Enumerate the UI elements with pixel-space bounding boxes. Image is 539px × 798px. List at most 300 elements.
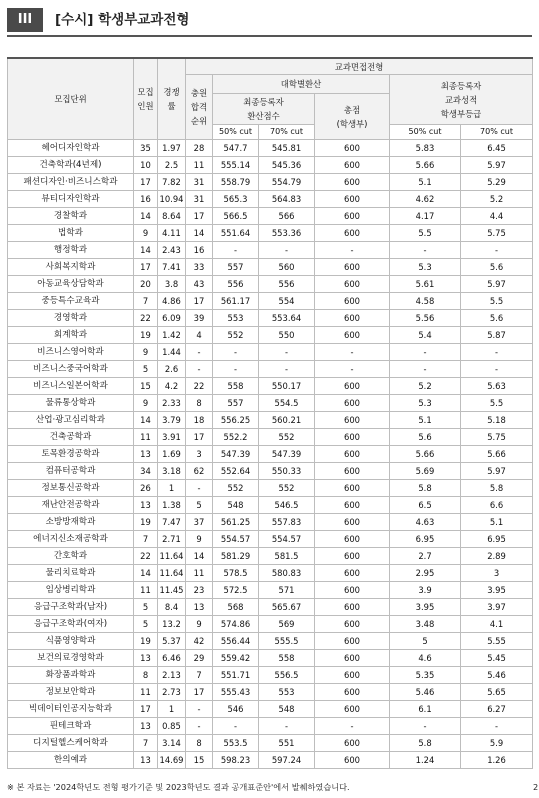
cell-grade-50cut: 5	[390, 633, 461, 650]
table-row	[8, 582, 533, 599]
cell-conv-50cut: 551.71	[213, 667, 259, 684]
cell-total: 600	[315, 463, 390, 480]
cell-recruit: 14	[134, 412, 158, 429]
cell-extra: 43	[186, 276, 213, 293]
cell-conv-50cut: 556.25	[213, 412, 259, 429]
cell-grade-70cut: 5.9	[461, 735, 533, 752]
table-row	[8, 480, 533, 497]
cell-unit: 빅데이터인공지능학과	[8, 701, 134, 718]
cell-grade-70cut: 6.95	[461, 531, 533, 548]
cell-rate: 8.4	[158, 599, 186, 616]
table-row	[8, 633, 533, 650]
cell-unit: 토목환경공학과	[8, 446, 134, 463]
cell-grade-50cut: 5.8	[390, 735, 461, 752]
cell-grade-50cut: 6.5	[390, 497, 461, 514]
cell-total: 600	[315, 378, 390, 395]
cell-conv-70cut: 558	[259, 650, 315, 667]
cell-grade-70cut: 5.45	[461, 650, 533, 667]
cell-rate: 2.33	[158, 395, 186, 412]
cell-rate: 2.6	[158, 361, 186, 378]
cell-recruit: 13	[134, 752, 158, 769]
cell-conv-50cut: 556.44	[213, 633, 259, 650]
cell-total: 600	[315, 480, 390, 497]
cell-recruit: 14	[134, 242, 158, 259]
cell-grade-70cut: 6.27	[461, 701, 533, 718]
table-row	[8, 650, 533, 667]
cell-grade-70cut: -	[461, 718, 533, 735]
cell-grade-70cut: 5.97	[461, 157, 533, 174]
cell-rate: 2.73	[158, 684, 186, 701]
cell-total: 600	[315, 684, 390, 701]
cell-extra: 37	[186, 514, 213, 531]
cell-rate: 3.91	[158, 429, 186, 446]
cell-conv-70cut: 550	[259, 327, 315, 344]
cell-conv-70cut: 551	[259, 735, 315, 752]
cell-rate: 2.5	[158, 157, 186, 174]
cell-unit: 비즈니스영어학과	[8, 344, 134, 361]
cell-grade-70cut: 4.1	[461, 616, 533, 633]
cell-rate: 6.09	[158, 310, 186, 327]
cell-conv-50cut: 598.23	[213, 752, 259, 769]
cell-recruit: 17	[134, 259, 158, 276]
cell-total: 600	[315, 565, 390, 582]
cell-grade-70cut: 3.97	[461, 599, 533, 616]
cell-grade-50cut: 4.6	[390, 650, 461, 667]
cell-total: 600	[315, 293, 390, 310]
cell-extra: 29	[186, 650, 213, 667]
cell-recruit: 26	[134, 480, 158, 497]
header-conv-50cut: 50% cut	[213, 125, 259, 140]
table-row	[8, 565, 533, 582]
cell-total: 600	[315, 752, 390, 769]
cell-extra: 14	[186, 225, 213, 242]
cell-rate: 11.64	[158, 565, 186, 582]
cell-grade-50cut: -	[390, 361, 461, 378]
table-row	[8, 718, 533, 735]
cell-grade-70cut: 5.97	[461, 276, 533, 293]
cell-grade-50cut: -	[390, 718, 461, 735]
cell-grade-50cut: 5.2	[390, 378, 461, 395]
cell-recruit: 19	[134, 633, 158, 650]
cell-extra: 8	[186, 395, 213, 412]
cell-extra: -	[186, 480, 213, 497]
cell-conv-70cut: 557.83	[259, 514, 315, 531]
cell-conv-70cut: 565.67	[259, 599, 315, 616]
cell-total: -	[315, 361, 390, 378]
cell-rate: 1	[158, 480, 186, 497]
cell-grade-50cut: 3.48	[390, 616, 461, 633]
cell-extra: 9	[186, 616, 213, 633]
cell-grade-50cut: 5.46	[390, 684, 461, 701]
cell-conv-70cut: 553	[259, 684, 315, 701]
header-recruit: 모집 인원	[134, 58, 158, 140]
cell-unit: 행정학과	[8, 242, 134, 259]
cell-total: 600	[315, 191, 390, 208]
cell-recruit: 7	[134, 735, 158, 752]
cell-conv-50cut: -	[213, 718, 259, 735]
cell-total: 600	[315, 582, 390, 599]
cell-extra: 31	[186, 191, 213, 208]
cell-recruit: 13	[134, 497, 158, 514]
cell-conv-50cut: 553.5	[213, 735, 259, 752]
cell-conv-50cut: 548	[213, 497, 259, 514]
cell-grade-50cut: 6.95	[390, 531, 461, 548]
cell-recruit: 11	[134, 582, 158, 599]
cell-conv-70cut: -	[259, 344, 315, 361]
cell-conv-70cut: 560	[259, 259, 315, 276]
cell-extra: 3	[186, 446, 213, 463]
table-row	[8, 531, 533, 548]
cell-unit: 사회복지학과	[8, 259, 134, 276]
cell-grade-50cut: 5.6	[390, 429, 461, 446]
table-row	[8, 242, 533, 259]
cell-recruit: 9	[134, 395, 158, 412]
cell-conv-70cut: 555.5	[259, 633, 315, 650]
cell-grade-50cut: 5.69	[390, 463, 461, 480]
cell-recruit: 10	[134, 157, 158, 174]
cell-rate: 3.8	[158, 276, 186, 293]
cell-grade-50cut: 6.1	[390, 701, 461, 718]
cell-extra: -	[186, 361, 213, 378]
admission-results-table	[7, 57, 533, 769]
cell-grade-70cut: 5.97	[461, 463, 533, 480]
cell-recruit: 17	[134, 701, 158, 718]
cell-grade-50cut: 5.83	[390, 140, 461, 157]
cell-total: 600	[315, 616, 390, 633]
cell-extra: -	[186, 344, 213, 361]
cell-extra: 31	[186, 174, 213, 191]
table-row	[8, 276, 533, 293]
cell-rate: 1.44	[158, 344, 186, 361]
section-header	[7, 8, 532, 32]
cell-grade-50cut: 5.3	[390, 259, 461, 276]
table-row	[8, 684, 533, 701]
header-group: 교과면접전형	[186, 58, 533, 75]
cell-unit: 에너지신소재공학과	[8, 531, 134, 548]
table-row	[8, 344, 533, 361]
cell-conv-50cut: 561.17	[213, 293, 259, 310]
table-row	[8, 599, 533, 616]
cell-recruit: 9	[134, 225, 158, 242]
cell-conv-50cut: 574.86	[213, 616, 259, 633]
cell-unit: 화장품과학과	[8, 667, 134, 684]
cell-conv-70cut: 566	[259, 208, 315, 225]
cell-unit: 물리치료학과	[8, 565, 134, 582]
cell-recruit: 34	[134, 463, 158, 480]
table-row	[8, 208, 533, 225]
cell-unit: 식품영양학과	[8, 633, 134, 650]
cell-conv-70cut: 581.5	[259, 548, 315, 565]
page-number: 2	[533, 782, 539, 792]
table-row	[8, 191, 533, 208]
cell-unit: 보건의료경영학과	[8, 650, 134, 667]
cell-grade-70cut: 3	[461, 565, 533, 582]
cell-extra: 33	[186, 259, 213, 276]
cell-rate: 4.86	[158, 293, 186, 310]
cell-total: 600	[315, 667, 390, 684]
cell-rate: 10.94	[158, 191, 186, 208]
cell-extra: 17	[186, 208, 213, 225]
cell-recruit: 20	[134, 276, 158, 293]
cell-grade-70cut: 6.6	[461, 497, 533, 514]
cell-rate: 6.46	[158, 650, 186, 667]
header-rate: 경쟁 률	[158, 58, 186, 140]
cell-grade-50cut: 5.1	[390, 412, 461, 429]
cell-conv-70cut: -	[259, 718, 315, 735]
cell-total: -	[315, 242, 390, 259]
cell-extra: 14	[186, 548, 213, 565]
cell-grade-70cut: 5.5	[461, 395, 533, 412]
cell-conv-50cut: 566.5	[213, 208, 259, 225]
cell-grade-70cut: 4.4	[461, 208, 533, 225]
table-row	[8, 293, 533, 310]
cell-conv-50cut: 555.14	[213, 157, 259, 174]
cell-conv-70cut: 554.57	[259, 531, 315, 548]
cell-conv-50cut: 557	[213, 259, 259, 276]
cell-total: 600	[315, 208, 390, 225]
cell-unit: 간호학과	[8, 548, 134, 565]
cell-unit: 소방방재학과	[8, 514, 134, 531]
table-row	[8, 497, 533, 514]
cell-grade-50cut: 3.9	[390, 582, 461, 599]
cell-conv-50cut: 547.39	[213, 446, 259, 463]
cell-extra: 17	[186, 684, 213, 701]
cell-conv-70cut: 546.5	[259, 497, 315, 514]
cell-grade-70cut: 5.18	[461, 412, 533, 429]
cell-extra: 13	[186, 599, 213, 616]
section-title: [수시] 학생부교과전형	[55, 12, 190, 28]
table-row	[8, 259, 533, 276]
cell-rate: 3.18	[158, 463, 186, 480]
cell-rate: 1.42	[158, 327, 186, 344]
cell-grade-70cut: 5.1	[461, 514, 533, 531]
cell-extra: -	[186, 701, 213, 718]
cell-extra: 28	[186, 140, 213, 157]
cell-unit: 임상병리학과	[8, 582, 134, 599]
cell-grade-70cut: 5.46	[461, 667, 533, 684]
cell-rate: 11.64	[158, 548, 186, 565]
table-row	[8, 157, 533, 174]
cell-unit: 물류통상학과	[8, 395, 134, 412]
cell-conv-50cut: -	[213, 344, 259, 361]
cell-conv-50cut: 552	[213, 480, 259, 497]
cell-conv-70cut: 569	[259, 616, 315, 633]
cell-extra: 39	[186, 310, 213, 327]
header-final-conv: 최종등록자 환산점수	[213, 94, 315, 125]
table-row	[8, 667, 533, 684]
cell-conv-70cut: 550.17	[259, 378, 315, 395]
cell-extra: 11	[186, 157, 213, 174]
cell-conv-50cut: 556	[213, 276, 259, 293]
cell-total: -	[315, 718, 390, 735]
cell-total: 600	[315, 310, 390, 327]
cell-grade-50cut: 4.62	[390, 191, 461, 208]
cell-recruit: 8	[134, 667, 158, 684]
cell-rate: 7.82	[158, 174, 186, 191]
cell-rate: 4.2	[158, 378, 186, 395]
cell-extra: 18	[186, 412, 213, 429]
cell-recruit: 13	[134, 650, 158, 667]
cell-grade-70cut: 5.87	[461, 327, 533, 344]
table-row	[8, 225, 533, 242]
cell-grade-50cut: 5.66	[390, 157, 461, 174]
cell-rate: 0.85	[158, 718, 186, 735]
cell-grade-70cut: 5.75	[461, 225, 533, 242]
cell-grade-70cut: -	[461, 344, 533, 361]
cell-conv-50cut: 554.57	[213, 531, 259, 548]
cell-extra: 4	[186, 327, 213, 344]
cell-extra: 62	[186, 463, 213, 480]
cell-total: 600	[315, 276, 390, 293]
cell-total: 600	[315, 174, 390, 191]
table-row	[8, 548, 533, 565]
cell-grade-70cut: 5.8	[461, 480, 533, 497]
cell-recruit: 11	[134, 684, 158, 701]
header-grade-70cut: 70% cut	[461, 125, 533, 140]
cell-total: 600	[315, 599, 390, 616]
cell-total: 600	[315, 157, 390, 174]
cell-unit: 법학과	[8, 225, 134, 242]
cell-grade-70cut: 5.63	[461, 378, 533, 395]
table-row	[8, 327, 533, 344]
cell-conv-50cut: 561.25	[213, 514, 259, 531]
cell-unit: 경영학과	[8, 310, 134, 327]
cell-rate: 5.37	[158, 633, 186, 650]
table-row	[8, 310, 533, 327]
cell-conv-70cut: 545.81	[259, 140, 315, 157]
cell-rate: 1.69	[158, 446, 186, 463]
cell-total: 600	[315, 225, 390, 242]
header-conv-70cut: 70% cut	[259, 125, 315, 140]
cell-recruit: 22	[134, 548, 158, 565]
cell-rate: 7.47	[158, 514, 186, 531]
table-row	[8, 361, 533, 378]
cell-recruit: 35	[134, 140, 158, 157]
cell-unit: 비즈니스중국어학과	[8, 361, 134, 378]
cell-total: 600	[315, 497, 390, 514]
cell-total: 600	[315, 633, 390, 650]
cell-total: 600	[315, 395, 390, 412]
cell-unit: 산업·광고심리학과	[8, 412, 134, 429]
cell-conv-70cut: 553.64	[259, 310, 315, 327]
table-row	[8, 514, 533, 531]
cell-conv-50cut: -	[213, 242, 259, 259]
cell-total: -	[315, 344, 390, 361]
cell-unit: 건축학과(4년제)	[8, 157, 134, 174]
cell-unit: 헤어디자인학과	[8, 140, 134, 157]
cell-extra: 22	[186, 378, 213, 395]
table-row	[8, 395, 533, 412]
table-row	[8, 735, 533, 752]
cell-grade-70cut: 5.5	[461, 293, 533, 310]
cell-grade-50cut: 4.58	[390, 293, 461, 310]
cell-conv-70cut: 552	[259, 480, 315, 497]
cell-conv-70cut: 554.79	[259, 174, 315, 191]
cell-recruit: 5	[134, 616, 158, 633]
cell-extra: 9	[186, 531, 213, 548]
cell-grade-70cut: 5.75	[461, 429, 533, 446]
cell-conv-70cut: 597.24	[259, 752, 315, 769]
cell-recruit: 15	[134, 378, 158, 395]
cell-conv-50cut: 568	[213, 599, 259, 616]
cell-conv-50cut: -	[213, 361, 259, 378]
cell-recruit: 16	[134, 191, 158, 208]
cell-unit: 회계학과	[8, 327, 134, 344]
cell-recruit: 17	[134, 174, 158, 191]
footnote: ※ 본 자료는 '2024학년도 전형 평가기준 및 2023학년도 결과 공개표준안'에서 발췌하였습니다.	[7, 782, 350, 792]
table-body	[8, 140, 533, 769]
cell-extra: 17	[186, 429, 213, 446]
cell-conv-50cut: 552	[213, 327, 259, 344]
cell-conv-50cut: 581.29	[213, 548, 259, 565]
cell-grade-70cut: 5.55	[461, 633, 533, 650]
table-row	[8, 463, 533, 480]
cell-recruit: 5	[134, 599, 158, 616]
cell-grade-50cut: 2.7	[390, 548, 461, 565]
cell-recruit: 14	[134, 565, 158, 582]
cell-rate: 14.69	[158, 752, 186, 769]
cell-unit: 정보통신공학과	[8, 480, 134, 497]
cell-rate: 2.71	[158, 531, 186, 548]
cell-extra: 8	[186, 735, 213, 752]
cell-total: 600	[315, 412, 390, 429]
cell-conv-70cut: 545.36	[259, 157, 315, 174]
cell-grade-70cut: 1.26	[461, 752, 533, 769]
table-row	[8, 429, 533, 446]
cell-total: 600	[315, 259, 390, 276]
cell-recruit: 22	[134, 310, 158, 327]
cell-rate: 1.38	[158, 497, 186, 514]
cell-conv-50cut: 552.64	[213, 463, 259, 480]
cell-conv-50cut: 559.42	[213, 650, 259, 667]
cell-rate: 2.13	[158, 667, 186, 684]
table-row	[8, 174, 533, 191]
cell-extra: 15	[186, 752, 213, 769]
table-row	[8, 752, 533, 769]
cell-unit: 컴퓨터공학과	[8, 463, 134, 480]
cell-unit: 패션디자인·비즈니스학과	[8, 174, 134, 191]
cell-extra: 5	[186, 497, 213, 514]
section-number-badge: III	[7, 8, 43, 32]
cell-total: 600	[315, 701, 390, 718]
cell-extra: 16	[186, 242, 213, 259]
cell-recruit: 7	[134, 293, 158, 310]
table-row	[8, 140, 533, 157]
cell-grade-50cut: 5.56	[390, 310, 461, 327]
cell-rate: 1	[158, 701, 186, 718]
cell-rate: 4.11	[158, 225, 186, 242]
cell-total: 600	[315, 531, 390, 548]
cell-unit: 뷰티디자인학과	[8, 191, 134, 208]
cell-conv-70cut: 554.5	[259, 395, 315, 412]
cell-grade-50cut: 5.61	[390, 276, 461, 293]
cell-grade-50cut: 5.66	[390, 446, 461, 463]
cell-grade-70cut: 2.89	[461, 548, 533, 565]
header-conv: 대학별환산	[213, 75, 390, 94]
cell-conv-50cut: 578.5	[213, 565, 259, 582]
cell-rate: 3.14	[158, 735, 186, 752]
cell-recruit: 19	[134, 514, 158, 531]
cell-grade-50cut: 4.17	[390, 208, 461, 225]
table-row	[8, 701, 533, 718]
cell-conv-50cut: 553	[213, 310, 259, 327]
cell-conv-50cut: 551.64	[213, 225, 259, 242]
cell-conv-50cut: 547.7	[213, 140, 259, 157]
cell-total: 600	[315, 514, 390, 531]
cell-grade-50cut: 5.4	[390, 327, 461, 344]
cell-recruit: 9	[134, 344, 158, 361]
cell-extra: 17	[186, 293, 213, 310]
